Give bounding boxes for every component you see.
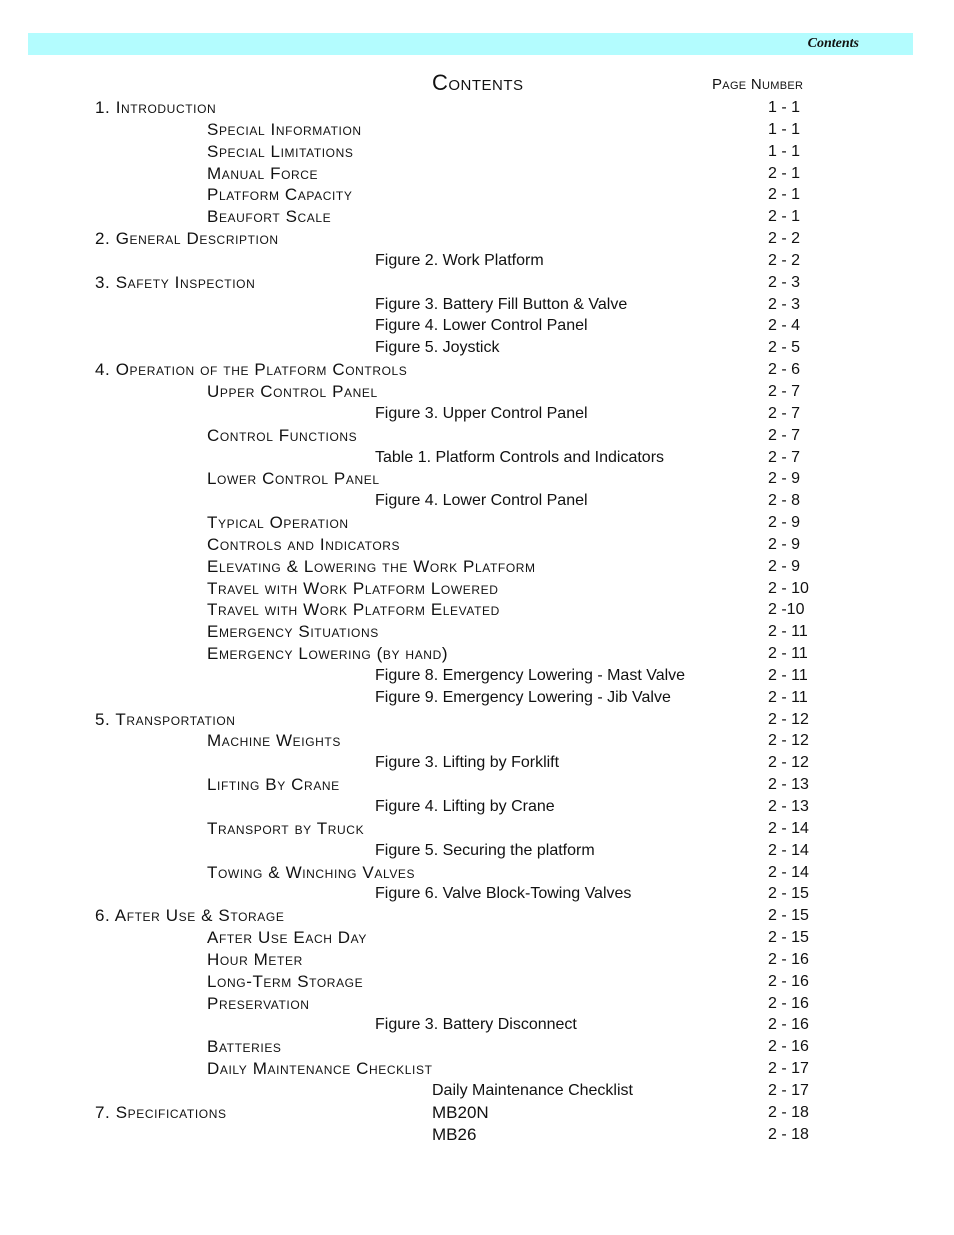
toc-entry-label: Lifting By Crane: [207, 775, 340, 795]
toc-entry[interactable]: [0, 141, 954, 163]
toc-entry-page-number: 2 - 12: [768, 710, 809, 728]
toc-entry[interactable]: [0, 512, 954, 534]
toc-entry-label: Manual Force: [207, 163, 319, 183]
toc-entry[interactable]: [0, 949, 954, 971]
toc-entry[interactable]: [0, 1124, 954, 1146]
toc-entry-label: Towing & Winching Valves: [207, 862, 416, 882]
page-number-column-heading: Page Number: [712, 76, 804, 93]
toc-entry-page-number: 2 - 12: [768, 754, 809, 772]
toc-entry[interactable]: [0, 1058, 954, 1080]
toc-entry-label: Preservation: [207, 993, 310, 1013]
toc-entry-label: Figure 6. Valve Block-Towing Valves: [375, 885, 632, 903]
toc-entry-page-number: 2 - 1: [768, 208, 801, 226]
toc-entry-label: Travel with Work Platform Lowered: [207, 578, 499, 598]
toc-entry-page-number: 2 - 15: [768, 885, 809, 903]
toc-entry[interactable]: [0, 315, 954, 337]
toc-entry[interactable]: [0, 119, 954, 141]
toc-entry-label: Figure 4. Lifting by Crane: [375, 798, 555, 815]
toc-entry[interactable]: [0, 1102, 954, 1124]
toc-entry-label: Control Functions: [207, 425, 358, 445]
toc-entry-label: 1. Introduction: [95, 98, 217, 117]
toc-entry-page-number: 2 - 10: [768, 579, 809, 597]
toc-entry[interactable]: [0, 425, 954, 447]
toc-entry-page-number: 2 - 15: [768, 929, 809, 947]
toc-entry[interactable]: [0, 447, 954, 469]
toc-entry[interactable]: [0, 1036, 954, 1058]
toc-entry[interactable]: [0, 578, 954, 600]
toc-entry[interactable]: [0, 599, 954, 621]
toc-entry-label: Batteries: [207, 1037, 282, 1057]
toc-entry-label: 3. Safety Inspection: [95, 272, 256, 292]
toc-entry[interactable]: [0, 752, 954, 774]
toc-entry[interactable]: [0, 184, 954, 206]
toc-entry[interactable]: [0, 687, 954, 709]
toc-entry[interactable]: [0, 381, 954, 403]
toc-entry[interactable]: [0, 337, 954, 359]
toc-entry-label: Figure 3. Battery Disconnect: [375, 1016, 577, 1034]
toc-entry[interactable]: [0, 730, 954, 752]
toc-entry-label: 5. Transportation: [95, 709, 236, 729]
toc-entry[interactable]: [0, 774, 954, 796]
toc-entry[interactable]: [0, 993, 954, 1015]
toc-entry-label: Table 1. Platform Controls and Indicators: [375, 448, 665, 466]
toc-entry[interactable]: [0, 206, 954, 228]
toc-entry-page-number: 2 - 13: [768, 776, 809, 794]
toc-entry[interactable]: [0, 272, 954, 294]
toc-entry-label: Special Limitations: [207, 141, 354, 161]
toc-entry[interactable]: [0, 163, 954, 185]
toc-entry-page-number: 2 - 12: [768, 732, 809, 750]
toc-entry-page-number: 2 - 18: [768, 1103, 809, 1121]
toc-entry-label: Figure 2. Work Platform: [375, 251, 544, 269]
toc-entry-page-number: 2 - 18: [768, 1125, 809, 1143]
toc-entry[interactable]: [0, 665, 954, 687]
toc-entry-page-number: 2 - 11: [768, 666, 808, 684]
toc-entry-page-number: 2 - 4: [768, 317, 801, 335]
toc-entry-page-number: 2 - 14: [768, 863, 809, 881]
toc-entry[interactable]: [0, 971, 954, 993]
toc-entry-label: Figure 8. Emergency Lowering - Mast Valve: [375, 666, 686, 684]
toc-entry-page-number: 2 - 16: [768, 1038, 809, 1056]
toc-entry-label: Figure 4. Lower Control Panel: [375, 317, 588, 335]
toc-entry-page-number: 2 - 7: [768, 426, 801, 444]
toc-entry[interactable]: [0, 228, 954, 250]
toc-entry-page-number: 2 - 13: [768, 798, 809, 815]
toc-entry-page-number: 2 - 5: [768, 339, 801, 357]
toc-entry-page-number: 2 - 7: [768, 404, 801, 422]
toc-entry[interactable]: [0, 621, 954, 643]
toc-entry-page-number: 2 - 14: [768, 819, 809, 837]
toc-entry-page-number: 2 - 11: [768, 623, 808, 641]
running-header-bar: [28, 33, 913, 55]
toc-entry-page-number: 2 - 17: [768, 1081, 809, 1099]
toc-entry-page-number: 2 - 9: [768, 535, 801, 553]
toc-entry-label: After Use Each Day: [207, 928, 367, 948]
toc-entry-label: Platform Capacity: [207, 185, 353, 205]
toc-entry-label: Figure 5. Securing the platform: [375, 841, 595, 859]
toc-entry-page-number: 2 - 9: [768, 514, 801, 532]
toc-entry-label: Figure 4. Lower Control Panel: [375, 492, 588, 510]
toc-entry-label: Typical Operation: [207, 513, 349, 533]
toc-entry-label: Hour Meter: [207, 949, 303, 969]
toc-entry-label: Figure 3. Lifting by Forklift: [375, 754, 560, 772]
toc-entry-page-number: 2 - 16: [768, 972, 809, 990]
toc-entry-label: Emergency Situations: [207, 622, 379, 642]
toc-entry-page-number: 2 - 2: [768, 251, 801, 269]
toc-entry-page-number: 2 - 7: [768, 382, 801, 400]
toc-entry[interactable]: [0, 862, 954, 884]
toc-entry-page-number: 1 - 1: [768, 142, 801, 160]
toc-entry-page-number: 2 -10: [768, 601, 805, 619]
toc-entry[interactable]: [0, 250, 954, 272]
toc-entry-label: Special Information: [207, 119, 362, 139]
toc-entry-page-number: 2 - 9: [768, 470, 801, 488]
toc-entry-label: Figure 5. Joystick: [375, 339, 500, 357]
toc-entry-label: Transport by Truck: [207, 818, 365, 838]
toc-entry-page-number: 2 - 9: [768, 557, 801, 575]
toc-entry-label: 7. Specifications: [95, 1102, 227, 1122]
toc-entry-page-number: 2 - 11: [768, 645, 808, 663]
toc-entry-label: Figure 3. Battery Fill Button & Valve: [375, 295, 628, 313]
toc-entry-label: Travel with Work Platform Elevated: [207, 600, 500, 620]
toc-entry-page-number: 2 - 8: [768, 492, 801, 510]
toc-entry-label: Beaufort Scale: [207, 207, 332, 227]
toc-entry-label: Daily Maintenance Checklist: [207, 1059, 433, 1079]
toc-entry-page-number: 2 - 16: [768, 950, 809, 968]
toc-entry[interactable]: [0, 796, 954, 818]
toc-entry-label: Figure 3. Upper Control Panel: [375, 404, 588, 422]
table-of-contents: [0, 97, 954, 1146]
toc-entry[interactable]: [0, 818, 954, 840]
toc-entry[interactable]: [0, 403, 954, 425]
toc-entry-label: Controls and Indicators: [207, 534, 401, 554]
toc-entry-page-number: 2 - 1: [768, 186, 801, 204]
toc-entry-page-number: 2 - 3: [768, 295, 801, 313]
toc-entry-page-number: 2 - 16: [768, 1016, 809, 1034]
toc-entry-page-number: 2 - 6: [768, 361, 801, 379]
toc-entry-page-number: 2 - 1: [768, 164, 801, 182]
toc-entry-page-number: 2 - 7: [768, 448, 801, 466]
toc-entry[interactable]: [0, 840, 954, 862]
toc-entry[interactable]: [0, 534, 954, 556]
toc-entry-page-number: 2 - 3: [768, 273, 801, 291]
page-title: Contents: [432, 70, 524, 95]
toc-entry[interactable]: [0, 1014, 954, 1036]
toc-entry-page-number: 2 - 11: [768, 688, 808, 706]
toc-entry[interactable]: [0, 556, 954, 578]
toc-entry[interactable]: [0, 883, 954, 905]
toc-entry-label: 4. Operation of the Platform Controls: [95, 360, 408, 380]
toc-entry[interactable]: [0, 709, 954, 731]
toc-entry-label: Emergency Lowering (by hand): [207, 644, 449, 664]
toc-entry-page-number: 2 - 17: [768, 1060, 809, 1078]
toc-entry-page-number: 2 - 16: [768, 994, 809, 1012]
running-header-label: Contents: [807, 36, 859, 51]
toc-entry-label: 6. After Use & Storage: [95, 906, 285, 926]
toc-entry[interactable]: [0, 97, 954, 119]
toc-entry[interactable]: [0, 359, 954, 381]
toc-entry-label: Figure 9. Emergency Lowering - Jib Valve: [375, 688, 671, 706]
toc-entry-label: Daily Maintenance Checklist: [432, 1081, 633, 1099]
toc-entry-sublabel: MB20N: [432, 1102, 489, 1122]
toc-entry[interactable]: [0, 927, 954, 949]
toc-entry-page-number: 2 - 14: [768, 841, 809, 859]
toc-entry-label: 2. General Description: [95, 229, 279, 249]
toc-entry[interactable]: [0, 490, 954, 512]
toc-entry-page-number: 1 - 1: [768, 99, 801, 116]
toc-entry-page-number: 2 - 2: [768, 230, 801, 248]
toc-entry[interactable]: [0, 1080, 954, 1102]
toc-entry-label: Lower Control Panel: [207, 469, 380, 489]
toc-entry[interactable]: [0, 643, 954, 665]
toc-entry-label: Machine Weights: [207, 731, 341, 751]
toc-entry-label: Elevating & Lowering the Work Platform: [207, 556, 536, 576]
toc-entry-label: Upper Control Panel: [207, 381, 378, 401]
toc-entry[interactable]: [0, 468, 954, 490]
toc-entry[interactable]: [0, 905, 954, 927]
toc-entry-page-number: 1 - 1: [768, 120, 801, 138]
toc-entry-label: MB26: [432, 1124, 477, 1144]
toc-entry-label: Long-Term Storage: [207, 971, 364, 991]
toc-entry[interactable]: [0, 294, 954, 316]
toc-entry-page-number: 2 - 15: [768, 907, 809, 925]
